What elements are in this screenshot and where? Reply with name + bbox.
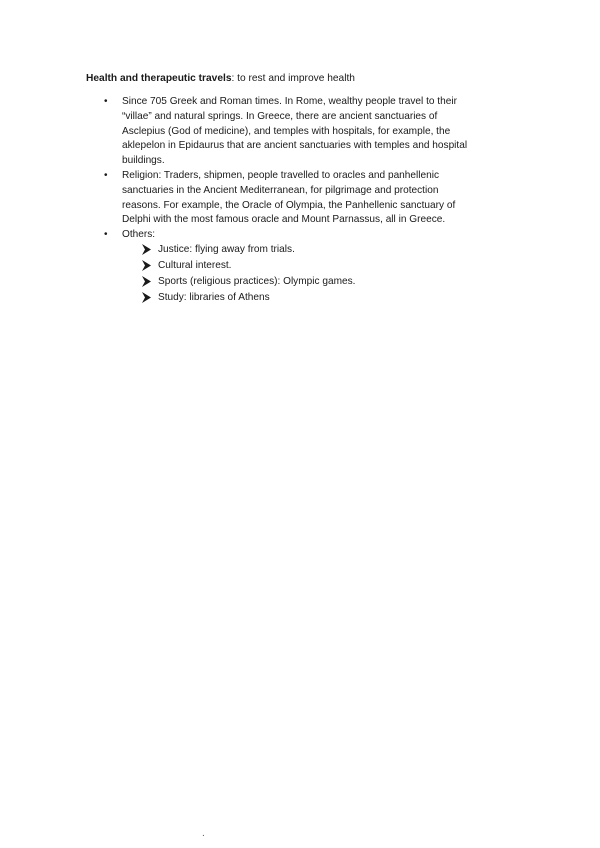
bullet-icon: • [104, 169, 108, 181]
sub-item-study [0, 291, 600, 307]
bullet-text: Religion: Traders, shipmen, people travelled to oracles and panhellenic sanctuaries in the Ancient Mediterranean, for pilgrimage and protection reasons. For example, the Oracle of Olympia, the Panhellenic sanctuary of Delphi with the most famous oracle and Mount Parnassus, all in Greece. [122, 169, 456, 226]
sub-list [0, 243, 600, 307]
section-heading [86, 72, 526, 86]
bullet-text: Others: [122, 229, 156, 241]
bullet-text: Since 705 Greek and Roman times. In Rome, wealthy people travel to their “villae” and natural springs. In Greece, there are ancient sanctuaries of Asclepius (God of medicine), and temples with hospitals, for example, the aklepelon in Epidaurus that are ancient sanctuaries with temples and hospital buildings. [122, 96, 468, 167]
heading-normal-text: : to rest and improve health [231, 73, 355, 84]
arrowhead-icon [142, 260, 151, 271]
bullet-item-religion [0, 169, 600, 228]
arrowhead-icon [142, 276, 151, 287]
sub-item-sports [0, 275, 600, 291]
arrowhead-icon [142, 244, 151, 255]
bullet-item-health [0, 95, 600, 169]
bullet-icon: • [104, 96, 108, 107]
sub-item-cultural [0, 259, 600, 275]
bullet-list [0, 95, 600, 307]
arrowhead-icon [142, 292, 151, 303]
sub-item-text: Justice: flying away from trials. [158, 243, 295, 255]
sub-item-text: Sports (religious practices): Olympic games. [158, 275, 356, 287]
bullet-item-others [0, 228, 600, 243]
sub-item-text: Cultural interest. [158, 259, 232, 271]
heading-bold-text: Health and therapeutic travels [86, 73, 232, 84]
sub-item-justice [0, 243, 600, 259]
bullet-icon: • [104, 229, 108, 241]
footer-mark: . [202, 828, 205, 839]
sub-item-text: Study: libraries of Athens [158, 291, 270, 303]
